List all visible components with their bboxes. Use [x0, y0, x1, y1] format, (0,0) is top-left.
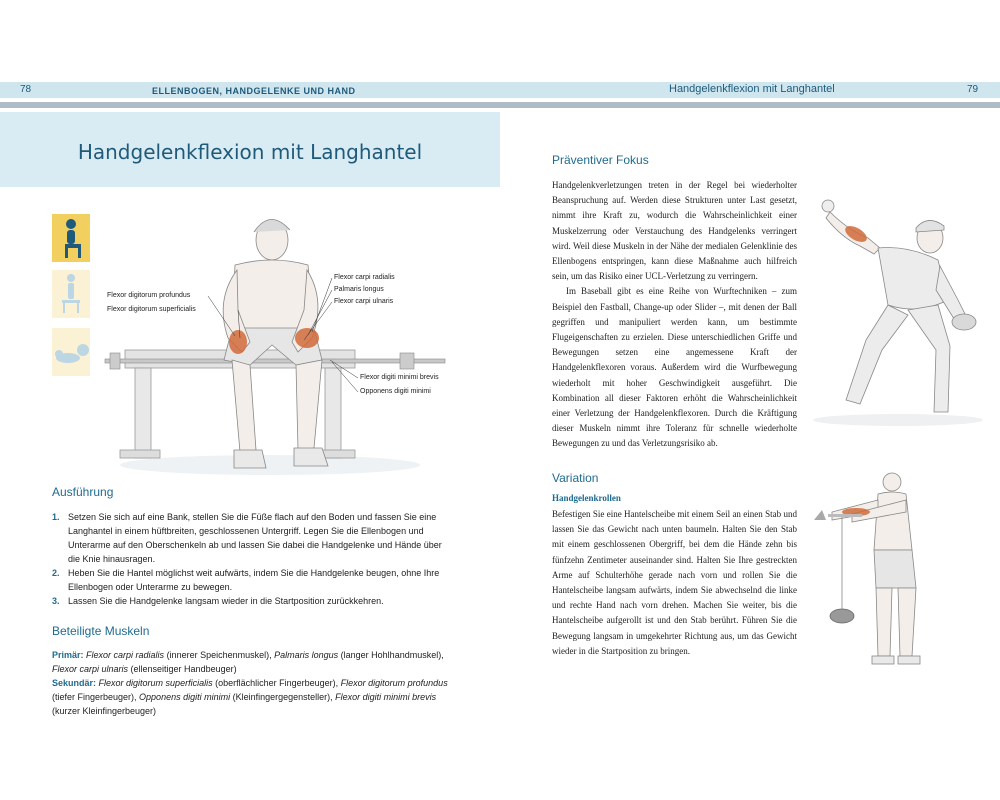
- muscles-list: Primär: Flexor carpi radialis (innerer Speichenmuskel), Palmaris longus (langer Hohlhandmuskel), Flexor carpi ulnaris (ellenseitiger Handbeuger) Sekundär: Flexor digitorum superficialis (oberflächlicher Fingerbeuger), Flexor digitorum profundus (tiefer Fingerbeuger), Opponens digiti minimi (Kleinfingergegensteller), Flexor digiti minimi brevis (kurzer Kleinfingerbeuger): [52, 650, 448, 716]
- header-bar: [0, 82, 1000, 98]
- fokus-paragraph-2: Im Baseball gibt es eine Reihe von Wurftechniken – zum Beispiel den Fastball, Change-up oder Slider –, mit denen der Ball gegriffen und manipuliert werden kann, um bestimmte Flugeigenschaften zu erzielen. Diese unterschiedlichen Griffe und Bewegungen setzen eine angemessene Kraft der Handgelenkflexoren voraus. Außerdem wird die Wurfbewegung wiederholt mit hoher Geschwindigkeit ausgeführt. Die Kombination all dieser Faktoren erhöht die Wahrscheinlichkeit einer Verletzung der Handgelenkflexoren. Durch die Kräftigung dieser Muskeln nimmt ihre Toleranz für schnelle wiederholte Bewegungen zu und das Verletzungsrisiko ab.: [552, 286, 797, 449]
- standing-exercise-icon: [52, 270, 90, 318]
- section-title-right: Handgelenkflexion mit Langhantel: [669, 83, 835, 95]
- label-flexor-carpi-ulnaris: Flexor carpi ulnaris: [334, 298, 394, 305]
- step-item: 3. Lassen Sie die Handgelenke langsam wieder in die Startposition zurückkehren.: [52, 596, 384, 606]
- label-flexor-digitorum-superficialis: Flexor digitorum superficialis: [107, 306, 196, 313]
- heading-ausfuehrung: Ausführung: [52, 485, 114, 499]
- page-number-left: 78: [20, 84, 32, 95]
- fokus-paragraph-1: Handgelenkverletzungen treten in der Regel bei wiederholter Beanspruchung auf. Werden diese Strukturen unter Last gesetzt, nimmt ihre Kraft zu, wodurch die Wahrscheinlichkeit einer Muskelzerrung oder Verstauchung des Handgelenks verringert wird. Weil diese Muskeln in der Nähe der medialen Gelenklinie des Ellenbogens entspringen, kann diese Maßnahme auch hilfreich sein, um das Risiko einer UCL-Verletzung zu verringern.: [552, 180, 797, 282]
- step-item: 2. Heben Sie die Hantel möglichst weit aufwärts, indem Sie die Handgelenke beugen, ohne Ihre Ellenbogen oder Unterarme zu bewegen.: [52, 568, 440, 592]
- label-opponens-digiti-minimi: Opponens digiti minimi: [360, 388, 431, 395]
- wrist-roller-illustration: [812, 470, 932, 670]
- label-flexor-digitorum-profundus: Flexor digitorum profundus: [107, 292, 191, 299]
- label-flexor-carpi-radialis: Flexor carpi radialis: [334, 274, 395, 281]
- lying-exercise-icon: [52, 328, 90, 376]
- page-number-right: 79: [967, 84, 979, 95]
- label-flexor-digiti-minimi-brevis: Flexor digiti minimi brevis: [360, 374, 439, 381]
- fokus-text: [552, 178, 797, 452]
- label-palmaris-longus: Palmaris longus: [334, 286, 384, 293]
- section-title-left: ELLENBOGEN, HANDGELENKE UND HAND: [152, 86, 356, 96]
- heading-variation: Variation: [552, 471, 599, 485]
- wrist-flexion-illustration: [100, 210, 490, 480]
- step-item: 1. Setzen Sie sich auf eine Bank, stellen Sie die Füße flach auf den Boden und fassen Sie eine Langhantel in einem hüftbreiten, geschlossenen Untergriff. Legen Sie die Ellenbogen und Unterarme auf den Oberschenkeln ab und lassen Sie dabei die Handgelenke und Hände über die Knie hinausragen.: [52, 512, 442, 564]
- seated-exercise-icon: [52, 214, 90, 262]
- variation-text: Befestigen Sie eine Hantelscheibe mit einem Seil an einen Stab und lassen Sie das Gewicht nach unten baumeln. Halten Sie den Stab mit einem geschlossenen Obergriff, bei dem die Hände zehn bis fünfzehn Zentimeter auseinander sind. Halten Sie Ihre gestreckten Arme auf Schulterhöhe gerade nach vorn und rollen Sie die Hantelscheibe langsam aufwärts, indem Sie abwechselnd die linke und rechte Hand nach vorn drehen. Machen Sie weiter, bis die Hantelscheibe aufgerollt ist und den Stab berührt. Führen Sie die Bewegung langsam in umgekehrter Richtung aus, um das Gewicht wieder in die Startposition zu bringen.: [552, 509, 797, 656]
- page-title: Handgelenkflexion mit Langhantel: [77, 140, 423, 164]
- pitcher-illustration: [808, 190, 988, 430]
- header-divider: [0, 102, 1000, 108]
- subheading-handgelenkrollen: Handgelenkrollen: [552, 493, 621, 503]
- steps-list: [52, 510, 452, 608]
- heading-beteiligte-muskeln: Beteiligte Muskeln: [52, 624, 150, 638]
- heading-praeventiver-fokus: Präventiver Fokus: [552, 153, 649, 167]
